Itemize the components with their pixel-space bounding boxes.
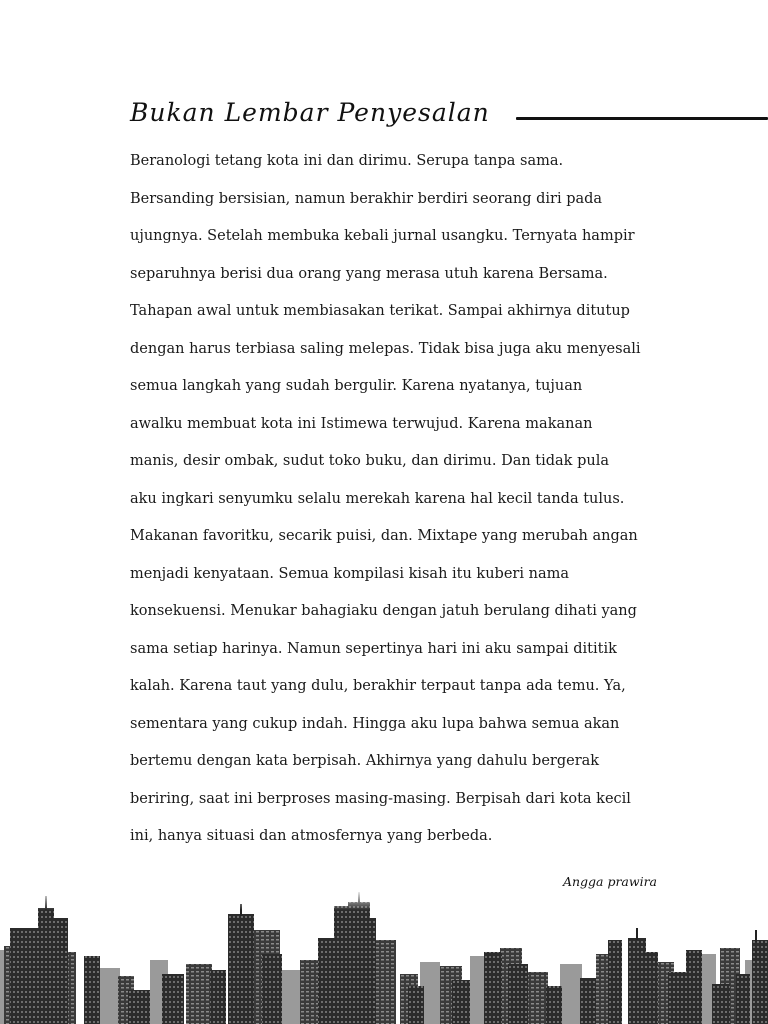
title-block [130, 96, 768, 136]
poem-body [130, 143, 670, 856]
text-line: Tahapan awal untuk membiasakan terikat. Sampai akhirnya ditutup [130, 303, 630, 319]
author-signature: Angga prawira [562, 874, 657, 889]
text-line: separuhnya berisi dua orang yang merasa utuh karena Bersama. [130, 265, 608, 282]
text-line: Beranologi tetang kota ini dan dirimu. Serupa tanpa sama. [130, 153, 564, 169]
text-line: sementara yang cukup indah. Hingga aku lupa bahwa semua akan [130, 715, 620, 732]
text-line: ujungnya. Setelah membuka kebali jurnal usangku. Ternyata hampir [130, 228, 635, 244]
text-line: bertemu dengan kata berpisah. Akhirnya yang dahulu bergerak [130, 753, 600, 769]
text-line: semua langkah yang sudah bergulir. Karena nyatanya, tujuan [130, 378, 583, 394]
text-line: menjadi kenyataan. Semua kompilasi kisah itu kuberi nama [130, 565, 569, 582]
page-title: Bukan Lembar Penyesalan [130, 98, 490, 127]
text-line: manis, desir ombak, sudut toko buku, dan dirimu. Dan tidak pula [130, 453, 609, 469]
city-skyline-icon [0, 890, 768, 1024]
text-line: dengan harus terbiasa saling melepas. Tidak bisa juga aku menyesali [130, 340, 641, 357]
text-line: awalku membuat kota ini Istimewa terwujud. Karena makanan [130, 415, 593, 432]
text-line: sama setiap harinya. Namun sepertinya hari ini aku sampai dititik [130, 640, 617, 657]
text-line: ini, hanya situasi dan atmosfernya yang berbeda. [130, 828, 493, 844]
text-line: beriring, saat ini berproses masing-masing. Berpisah dari kota kecil [130, 790, 631, 807]
text-line: konsekuensi. Menukar bahagiaku dengan jatuh berulang dihati yang [130, 603, 637, 619]
text-line: Bersanding bersisian, namun berakhir berdiri seorang diri pada [130, 190, 603, 207]
text-line: kalah. Karena taut yang dulu, berakhir terpaut tanpa ada temu. Ya, [130, 678, 626, 694]
title-underline [516, 117, 768, 120]
text-line: Makanan favoritku, secarik puisi, dan. Mixtape yang merubah angan [130, 528, 638, 544]
text-line: aku ingkari senyumku selalu merekah karena hal kecil tanda tulus. [130, 490, 625, 507]
